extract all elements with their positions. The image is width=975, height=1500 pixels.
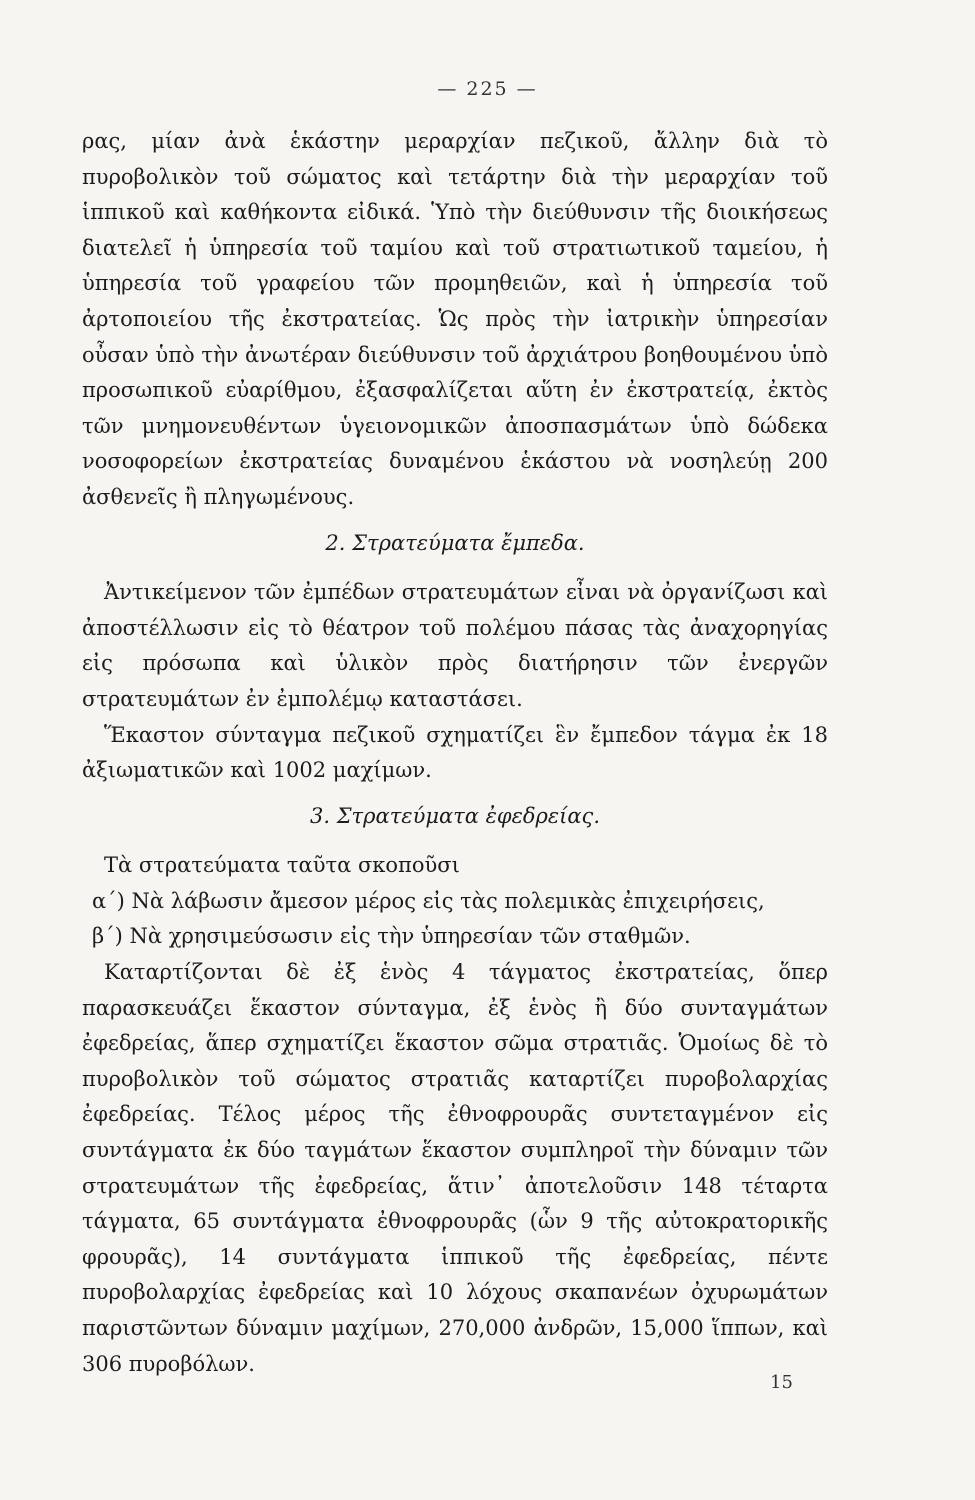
body-text xyxy=(82,124,828,1382)
section-3-paragraph: Καταρτίζονται δὲ ἐξ ἑνὸς 4 τάγματος ἐκστρατείας, ὅπερ παρασκευάζει ἕκαστον σύνταγμα, ἐξ ἑνὸς ἢ δύο συνταγμάτων ἐφεδρείας, ἅπερ σχηματίζει ἕκαστον σῶμα στρατιᾶς. Ὁμοίως δὲ τὸ πυροβολικὸν τοῦ σώματος στρατιᾶς καταρτίζει πυροβολαρχίας ἐφεδρείας. Τέλος μέρος τῆς ἐθνοφρουρᾶς συντεταγμένον εἰς συντάγματα ἐκ δύο ταγμάτων ἕκαστον συμπληροῖ τὴν δύναμιν τῶν στρατευμάτων τῆς ἐφεδρείας, ἅτιν᾿ ἀποτελοῦσιν 148 τέταρτα τάγματα, 65 συντάγματα ἐθνοφρουρᾶς (ὧν 9 τῆς αὐτοκρατορικῆς φρουρᾶς), 14 συντάγματα ἱππικοῦ τῆς ἐφεδρείας, πέντε πυροβολαρχίας ἐφεδρείας καὶ 10 λόχους σκαπανέων ὀχυρωμάτων παριστῶντων δύναμιν μαχίμων, 270,000 ἀνδρῶν, 15,000 ἵππων, καὶ 306 πυροβόλων. xyxy=(82,960,828,1376)
section-3-title: 3. Στρατεύματα ἐφεδρείας. xyxy=(309,803,600,828)
section-2-title: 2. Στρατεύματα ἔμπεδα. xyxy=(325,530,585,555)
section-3-list-item-b: β΄) Νὰ χρησιμεύσωσιν εἰς τὴν ὑπηρεσίαν τῶν σταθμῶν. xyxy=(92,924,691,949)
section-2-paragraph-1: Ἀντικείμενον τῶν ἐμπέδων στρατευμάτων εἶναι νὰ ὀργανίζωσι καὶ ἀποστέλλωσιν εἰς τὸ θέατρον τοῦ πολέμου πάσας τὰς ἀναχορηγίας εἰς πρόσωπα καὶ ὑλικὸν πρὸς διατήρησιν τῶν ἐνεργῶν στρατευμάτων ἐν ἐμπολέμῳ καταστάσει. xyxy=(82,580,828,711)
section-2-paragraph-2: Ἕκαστον σύνταγμα πεζικοῦ σχηματίζει ἓν ἔμπεδον τάγμα ἐκ 18 ἀξιωματικῶν καὶ 1002 μαχίμων. xyxy=(82,722,828,783)
opening-paragraph: ρας, μίαν ἀνὰ ἑκάστην μεραρχίαν πεζικοῦ, ἄλλην διὰ τὸ πυροβολικὸν τοῦ σώματος καὶ τετάρτην διὰ τὴν μεραρχίαν τοῦ ἱππικοῦ καὶ καθήκοντα εἰδικά. Ὑπὸ τὴν διεύθυνσιν τῆς διοικήσεως διατελεῖ ἡ ὑπηρεσία τοῦ ταμίου καὶ τοῦ στρατιωτικοῦ ταμείου, ἡ ὑπηρεσία τοῦ γραφείου τῶν προμηθειῶν, καὶ ἡ ὑπηρεσία τοῦ ἀρτοποιείου τῆς ἐκστρατείας. Ὡς πρὸς τὴν ἰατρικὴν ὑπηρεσίαν οὖσαν ὑπὸ τὴν ἀνωτέραν διεύθυνσιν τοῦ ἀρχιάτρου βοηθουμένου ὑπὸ προσωπικοῦ εὐαρίθμου, ἐξασφαλίζεται αὕτη ἐν ἐκστρατείᾳ, ἐκτὸς τῶν μνημονευθέντων ὑγειονομικῶν ἀποσπασμάτων ὑπὸ δώδεκα νοσοφορείων ἐκστρατείας δυναμένου ἑκάστου νὰ νοσηλεύῃ 200 ἀσθενεῖς ἢ πληγωμένους. xyxy=(82,129,828,509)
signature-mark: 15 xyxy=(770,1372,793,1393)
page-number-header: — 225 — xyxy=(437,78,538,100)
section-3-intro: Τὰ στρατεύματα ταῦτα σκοποῦσι xyxy=(104,853,460,878)
section-3-list-item-a: α΄) Νὰ λάβωσιν ἄμεσον μέρος εἰς τὰς πολεμικὰς ἐπιχειρήσεις, xyxy=(92,888,765,913)
